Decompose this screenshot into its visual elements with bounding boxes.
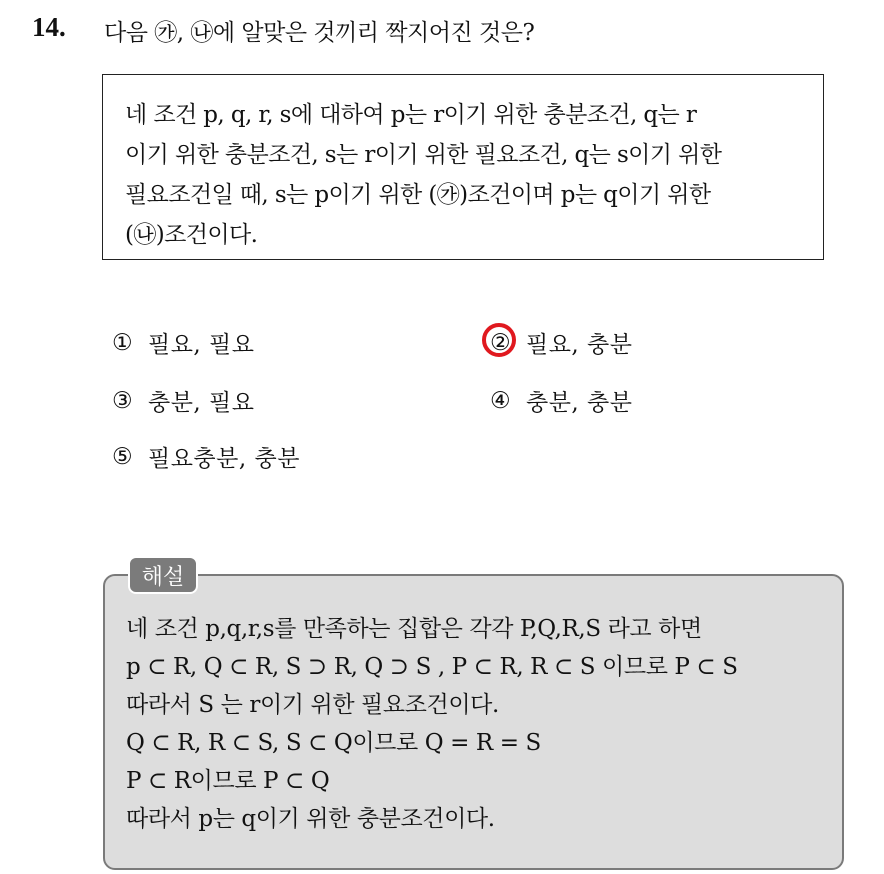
solution-line: Q ⊂ R, R ⊂ S, S ⊂ Q이므로 Q = R = S <box>126 730 541 756</box>
choice-number <box>490 330 526 356</box>
question-number: 14. <box>32 12 66 42</box>
condition-line: 네 조건 p, q, r, s에 대하여 p는 r이기 위한 충분조건, q는 r <box>125 102 697 128</box>
choice-label: 충분, 충분 <box>526 390 633 416</box>
condition-line: 필요조건일 때, s는 p이기 위한 (㉮)조건이며 p는 q이기 위한 <box>125 182 711 208</box>
choice-5[interactable] <box>112 440 300 473</box>
question-text: 다음 ㉮, ㉯에 알맞은 것끼리 짝지어진 것은? <box>104 20 535 46</box>
choice-3[interactable] <box>112 384 255 417</box>
choice-4[interactable] <box>490 384 633 417</box>
answer-mark-circle <box>482 323 516 357</box>
choice-number: ⑤ <box>112 443 133 470</box>
choice-label: 충분, 필요 <box>148 390 255 416</box>
choice-number-text: ② <box>490 329 511 356</box>
choice-label: 필요, 필요 <box>148 332 255 358</box>
choice-number: ① <box>112 329 133 356</box>
solution-line: P ⊂ R이므로 P ⊂ Q <box>126 768 330 794</box>
solution-line: 따라서 p는 q이기 위한 충분조건이다. <box>126 806 495 832</box>
choice-label: 필요, 충분 <box>526 332 633 358</box>
solution-line: p ⊂ R, Q ⊂ R, S ⊃ R, Q ⊃ S , P ⊂ R, R ⊂ S 이므로 P ⊂ S <box>126 654 738 680</box>
solution-text <box>126 610 738 838</box>
choice-2[interactable] <box>490 326 633 359</box>
solution-tag: 해설 <box>128 556 198 594</box>
solution-line: 따라서 S 는 r이기 위한 필요조건이다. <box>126 692 499 718</box>
choice-number: ③ <box>112 387 133 414</box>
choice-1[interactable] <box>112 326 255 359</box>
condition-box <box>102 74 824 260</box>
choice-label: 필요충분, 충분 <box>148 446 300 472</box>
condition-line: 이기 위한 충분조건, s는 r이기 위한 필요조건, q는 s이기 위한 <box>125 142 722 168</box>
condition-line: (㉯)조건이다. <box>125 222 258 248</box>
choice-number: ④ <box>490 387 511 414</box>
solution-line: 네 조건 p,q,r,s를 만족하는 집합은 각각 P,Q,R,S 라고 하면 <box>126 616 702 642</box>
